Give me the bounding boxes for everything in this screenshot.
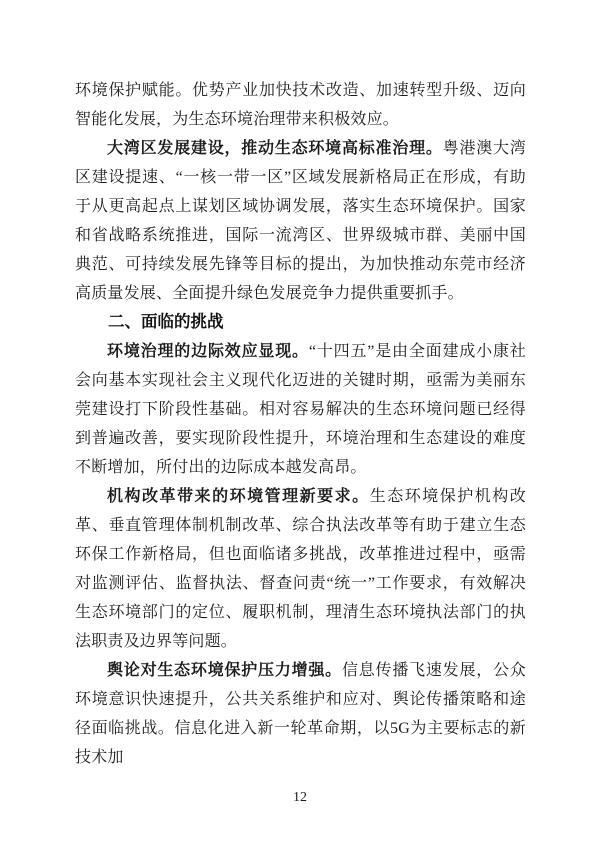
paragraph-lead: 大湾区发展建设，推动生态环境高标准治理。 xyxy=(107,140,443,157)
paragraph-lead: 环境治理的边际效应显现。 xyxy=(107,343,309,360)
paragraph-text: 粤港澳大湾区建设提速、“一核一带一区”区域发展新格局正在形成，有助于从更高起点上谋划区域协调发展，落实生态环境保护。国家和省战略系统推进，国际一流湾区、世界级城市群、美丽中国典范、可持续发展先锋等目标的提出，为加快推动东莞市经济高质量发展、全面提升绿色发展竞争力提供重要抓手。 xyxy=(75,140,526,302)
paragraph-text: 环境保护赋能。优势产业加快技术改造、加速转型升级、迈向智能化发展，为生态环境治理带来积极效应。 xyxy=(75,82,526,128)
paragraph xyxy=(75,134,526,308)
page-number: 12 xyxy=(293,790,307,805)
paragraph xyxy=(75,337,526,482)
page-content xyxy=(75,76,526,772)
section-heading: 二、面临的挑战 xyxy=(108,313,224,331)
paragraph-lead: 舆论对生态环境保护压力增强。 xyxy=(107,662,342,679)
paragraph-text: 生态环境保护机构改革、垂直管理体制机制改革、综合执法改革等有助于建立生态环保工作新格局，但也面临诸多挑战，改革推进过程中，亟需对监测评估、监督执法、督查问责“统一”工作要求，有效解决生态环境部门的定位、履职机制，理清生态环境执法部门的执法职责及边界等问题。 xyxy=(75,488,526,650)
paragraph xyxy=(75,76,526,134)
paragraph xyxy=(75,482,526,656)
paragraph-lead: 机构改革带来的环境管理新要求。 xyxy=(107,488,370,505)
paragraph-text: “十四五”是由全面建成小康社会向基本实现社会主义现代化迈进的关键时期，亟需为美丽东莞建设打下阶段性基础。相对容易解决的生态环境问题已经得到普遍改善，要实现阶段性提升，环境治理和生态建设的难度不断增加，所付出的边际成本越发高昂。 xyxy=(75,343,526,476)
paragraph xyxy=(75,656,526,772)
paragraph-text: 信息传播飞速发展，公众环境意识快速提升，公共关系维护和应对、舆论传播策略和途径面临挑战。信息化进入新一轮革命期，以5G为主要标志的新技术加 xyxy=(75,662,526,766)
page-footer xyxy=(0,788,600,806)
